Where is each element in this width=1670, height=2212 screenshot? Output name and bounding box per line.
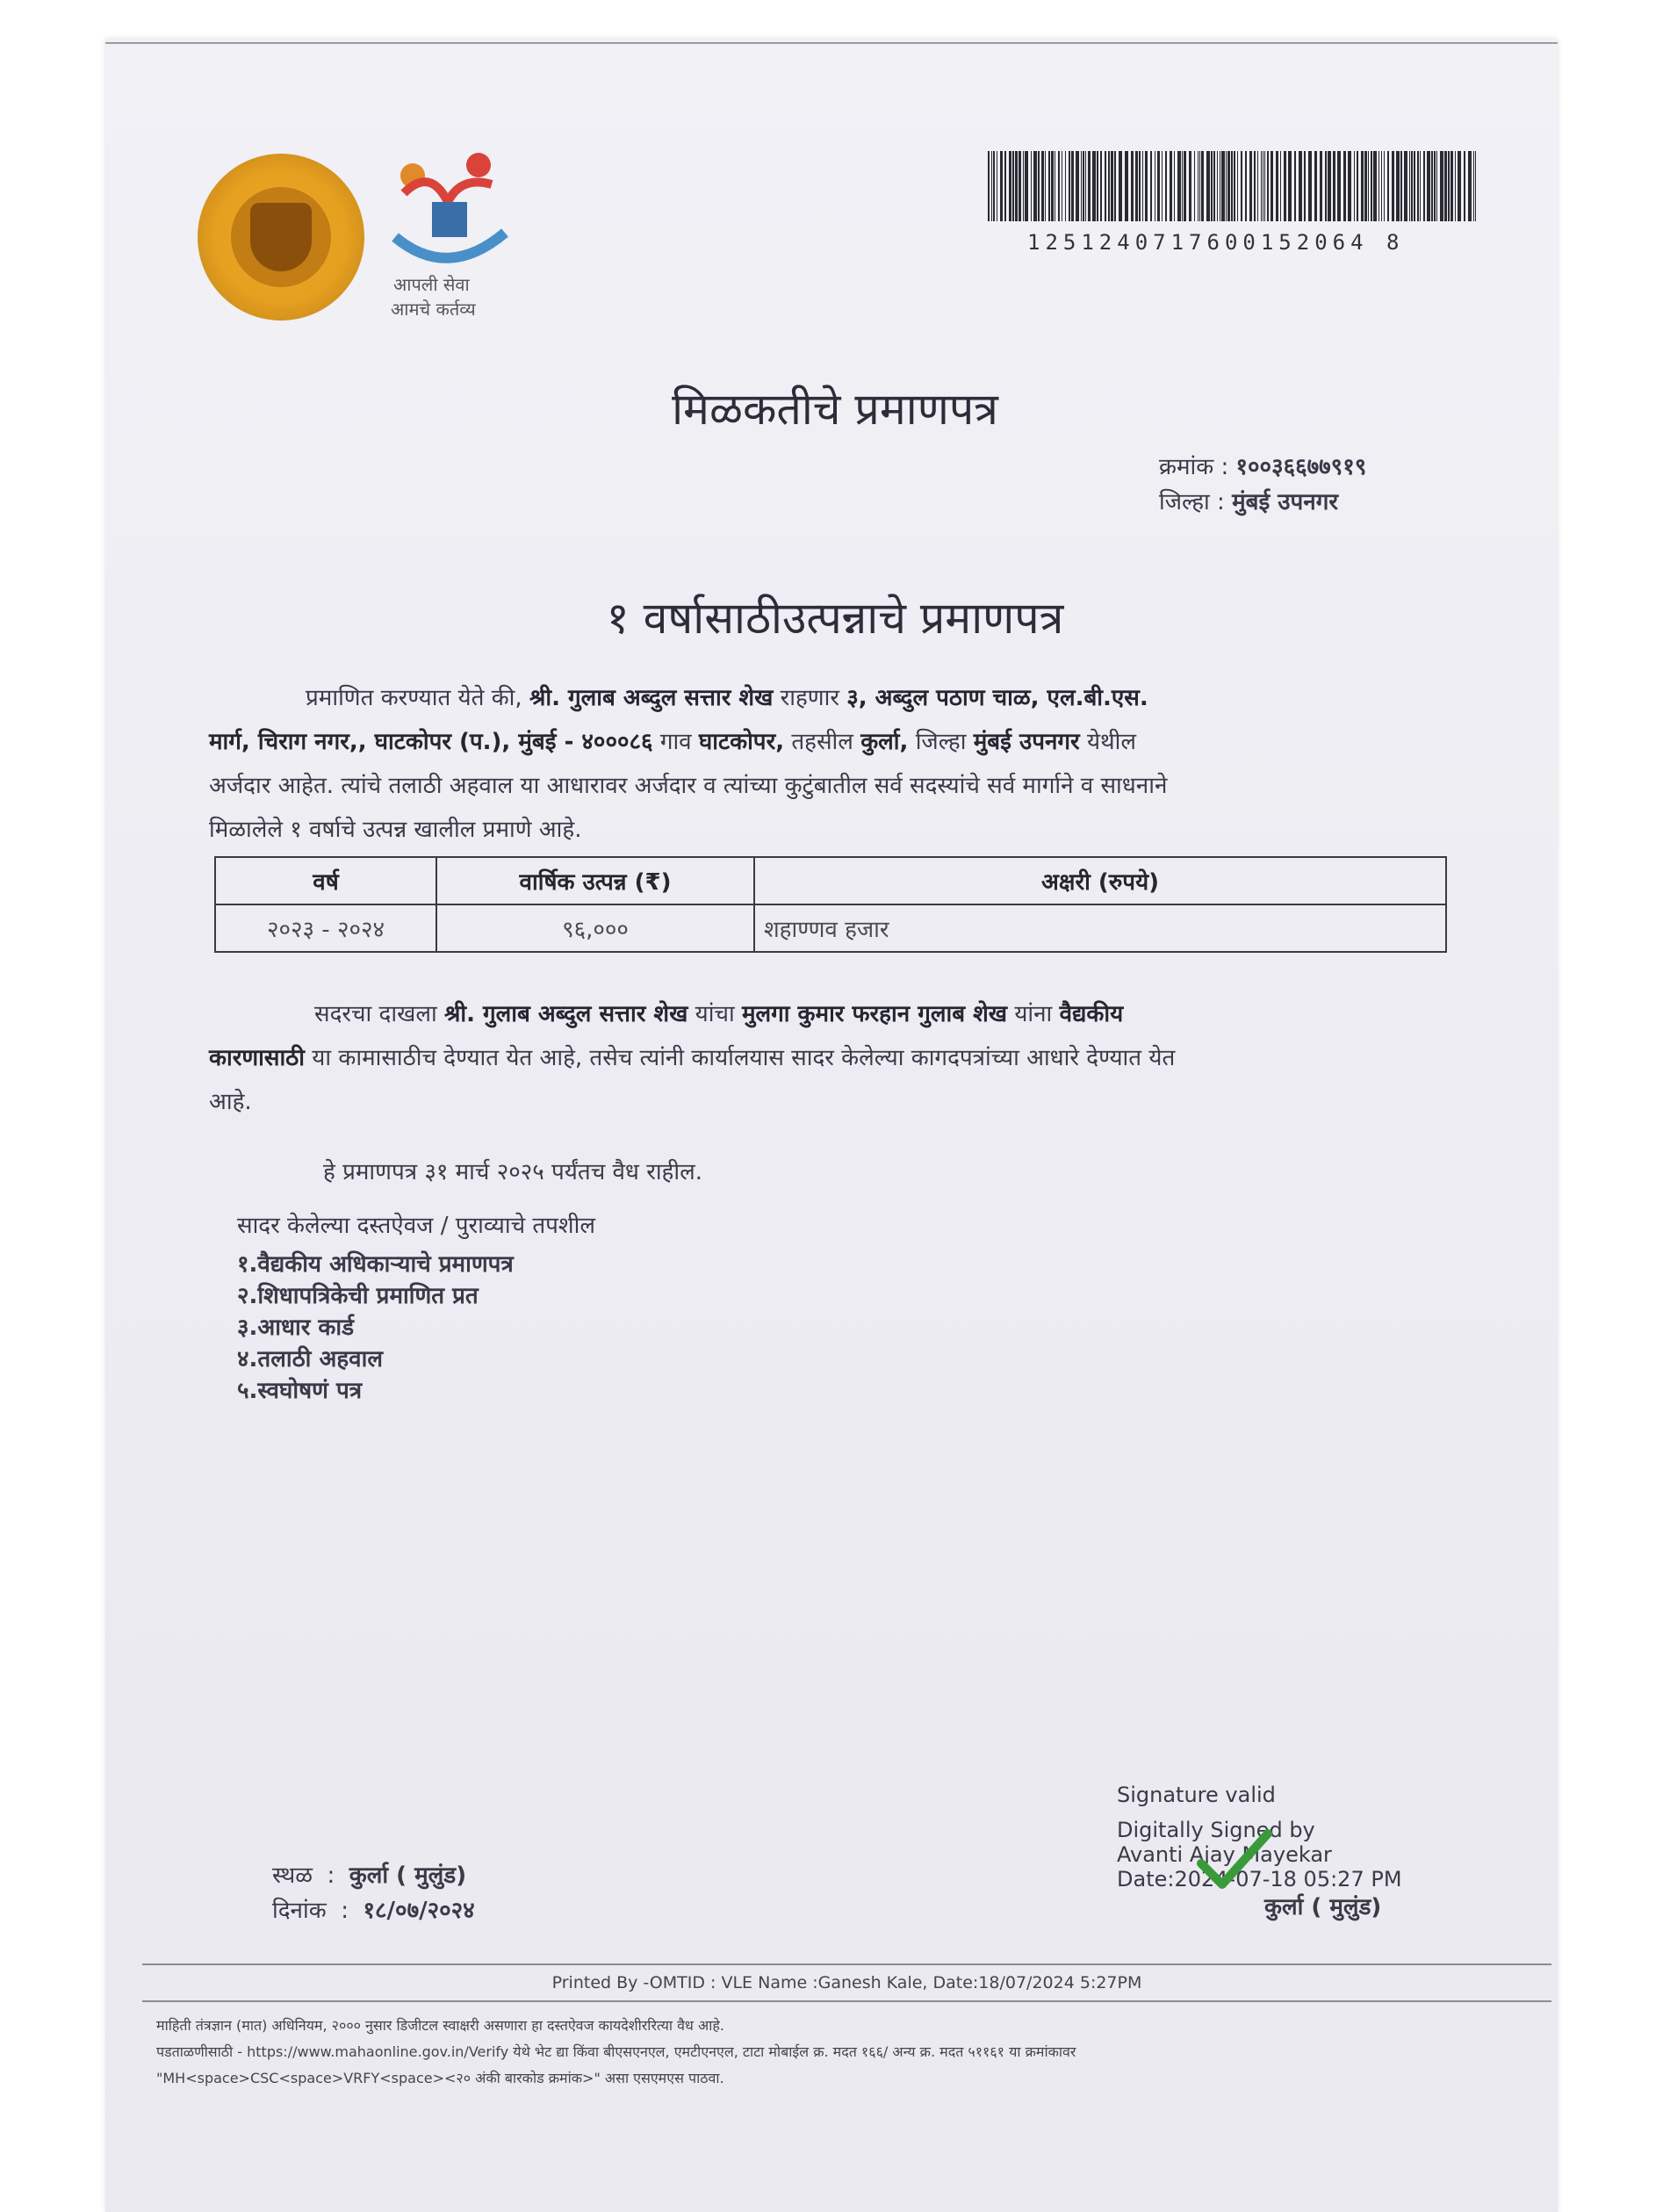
list-item: ३.आधार कार्ड — [237, 1315, 354, 1341]
p1-text-a: प्रमाणित करण्यात येते की, — [306, 685, 522, 711]
place-row: स्थळ : कुर्ला ( मुलुंड) — [272, 1863, 467, 1889]
signature-valid: Signature valid — [1117, 1783, 1276, 1807]
p2-text-e: आहे. — [209, 1089, 252, 1115]
p2-applicant-name: श्री. गुलाब अब्दुल सत्तार शेख — [443, 1001, 688, 1027]
address-part-2: मार्ग, चिराग नगर,, घाटकोपर (प.), मुंबई - ४०००८६ — [209, 729, 653, 755]
list-item: ४.तलाठी अहवाल — [237, 1346, 383, 1373]
cell-income: ९६,००० — [436, 904, 754, 952]
p2-text-a: सदरचा दाखला — [314, 1001, 437, 1027]
header-in-words: अक्षरी (रुपये) — [754, 857, 1446, 904]
footer-line-1: माहिती तंत्रज्ञान (मात) अधिनियम, २००० नुसार डिजीटल स्वाक्षरी असणारा हा दस्तऐवज कायदेशीररित्या वैध आहे. — [156, 2017, 724, 2034]
date-value: १८/०७/२०२४ — [363, 1898, 475, 1924]
district-value: मुंबई उपनगर — [1232, 489, 1338, 515]
certificate-subtitle: १ वर्षासाठीउत्पन्नाचे प्रमाणपत्र — [606, 593, 1064, 644]
p2-text-d: या कामासाठीच देण्यात येत आहे, तसेच त्यांनी कार्यालयास सादर केलेल्या कागदपत्रांच्या आधारे देण्यात येत — [312, 1045, 1176, 1071]
serial-label: क्रमांक : — [1159, 454, 1229, 480]
validity-text: हे प्रमाणपत्र ३१ मार्च २०२५ पर्यंतच वैध राहील. — [323, 1159, 702, 1185]
footer-line-2: पडताळणीसाठी - https://www.mahaonline.gov.in/Verify येथे भेट द्या किंवा बीएसएनएल, एमटीएनएल, टाटा मोबाईल क्र. मदत १६६/ अन्य क्र. मदत ५११६१ या क्रमांकावर — [156, 2043, 1076, 2060]
p1-text-d: तहसील — [791, 729, 853, 755]
income-table — [214, 856, 1447, 953]
date-label: दिनांक — [272, 1898, 327, 1924]
logo-tagline-1: आपली सेवा — [393, 274, 470, 295]
paragraph-2 — [209, 992, 1456, 1124]
district-label: जिल्हा : — [1159, 489, 1225, 515]
table-row — [215, 904, 1446, 952]
date-row: दिनांक : १८/०७/२०२४ — [272, 1898, 475, 1924]
signing-office: कुर्ला ( मुलुंड) — [1264, 1894, 1382, 1920]
taluka: कुर्ला, — [860, 729, 909, 755]
paragraph-1 — [209, 676, 1456, 852]
p1-text-c: गाव — [659, 729, 692, 755]
list-item: २.शिधापत्रिकेची प्रमाणित प्रत — [237, 1283, 479, 1309]
signer-name: Avanti Ajay Mayekar — [1117, 1842, 1332, 1867]
purpose-1: वैद्यकीय — [1059, 1001, 1124, 1027]
signed-by-label: Digitally Signed by — [1117, 1818, 1315, 1842]
list-item: १.वैद्यकीय अधिकाऱ्याचे प्रमाणपत्र — [237, 1251, 514, 1278]
footer-line-3: "MH<space>CSC<space>VRFY<space><२० अंकी बारकोड क्रमांक>" असा एसएमएस पाठवा. — [156, 2070, 724, 2086]
place-value: कुर्ला ( मुलुंड) — [349, 1863, 467, 1889]
applicant-name: श्री. गुलाब अब्दुल सत्तार शेख — [529, 685, 774, 711]
documents-heading: सादर केलेल्या दस्तऐवज / पुराव्याचे तपशील — [237, 1213, 595, 1239]
beneficiary: मुलगा कुमार फरहान गुलाब शेख — [741, 1001, 1008, 1027]
documents-list — [237, 1249, 514, 1407]
serial-row — [1159, 450, 1366, 481]
p2-text-b: यांचा — [695, 1001, 735, 1027]
checkmark-icon — [1194, 1827, 1273, 1897]
header-year: वर्ष — [215, 857, 436, 904]
p1-line-3: अर्जदार आहेत. त्यांचे तलाठी अहवाल या आधारावर अर्जदार व त्यांच्या कुटुंबातील सर्व सदस्यांचे सर्व मार्गाने व साधनाने — [209, 773, 1168, 799]
table-header-row — [215, 857, 1446, 904]
maharashtra-emblem-icon — [198, 154, 364, 321]
village: घाटकोपर, — [698, 729, 785, 755]
p1-text-e: जिल्हा — [915, 729, 967, 755]
barcode-number: 1251240717600152064 8 — [1027, 230, 1405, 255]
cell-in-words: शहाण्णव हजार — [754, 904, 1446, 952]
signature-date: Date:2024-07-18 05:27 PM — [1117, 1867, 1402, 1891]
p1-line-4: मिळालेले १ वर्षाचे उत्पन्न खालील प्रमाणे आहे. — [209, 817, 582, 843]
barcode — [988, 151, 1479, 239]
logo-tagline-2: आमचे कर्तव्य — [391, 299, 476, 320]
p1-text-f: येथील — [1086, 729, 1136, 755]
p2-text-c: यांना — [1014, 1001, 1053, 1027]
address-part-1: ३, अब्दुल पठाण चाळ, एल.बी.एस. — [846, 685, 1148, 711]
purpose-2: कारणासाठी — [209, 1045, 306, 1071]
page-title: मिळकतीचे प्रमाणपत्र — [672, 384, 998, 435]
serial-value: १००३६६७७९१९ — [1235, 454, 1367, 480]
cell-year: २०२३ - २०२४ — [215, 904, 436, 952]
list-item: ५.स्वघोषणं पत्र — [237, 1378, 363, 1404]
place-label: स्थळ — [272, 1863, 313, 1889]
district: मुंबई उपनगर — [973, 729, 1080, 755]
printed-by-bar: Printed By -OMTID : VLE Name :Ganesh Kale, Date:18/07/2024 5:27PM — [142, 1963, 1551, 2002]
header-income: वार्षिक उत्पन्न (₹) — [436, 857, 754, 904]
top-edge-rule — [105, 42, 1558, 44]
p1-text-b: राहणार — [780, 685, 839, 711]
district-row — [1159, 485, 1338, 516]
